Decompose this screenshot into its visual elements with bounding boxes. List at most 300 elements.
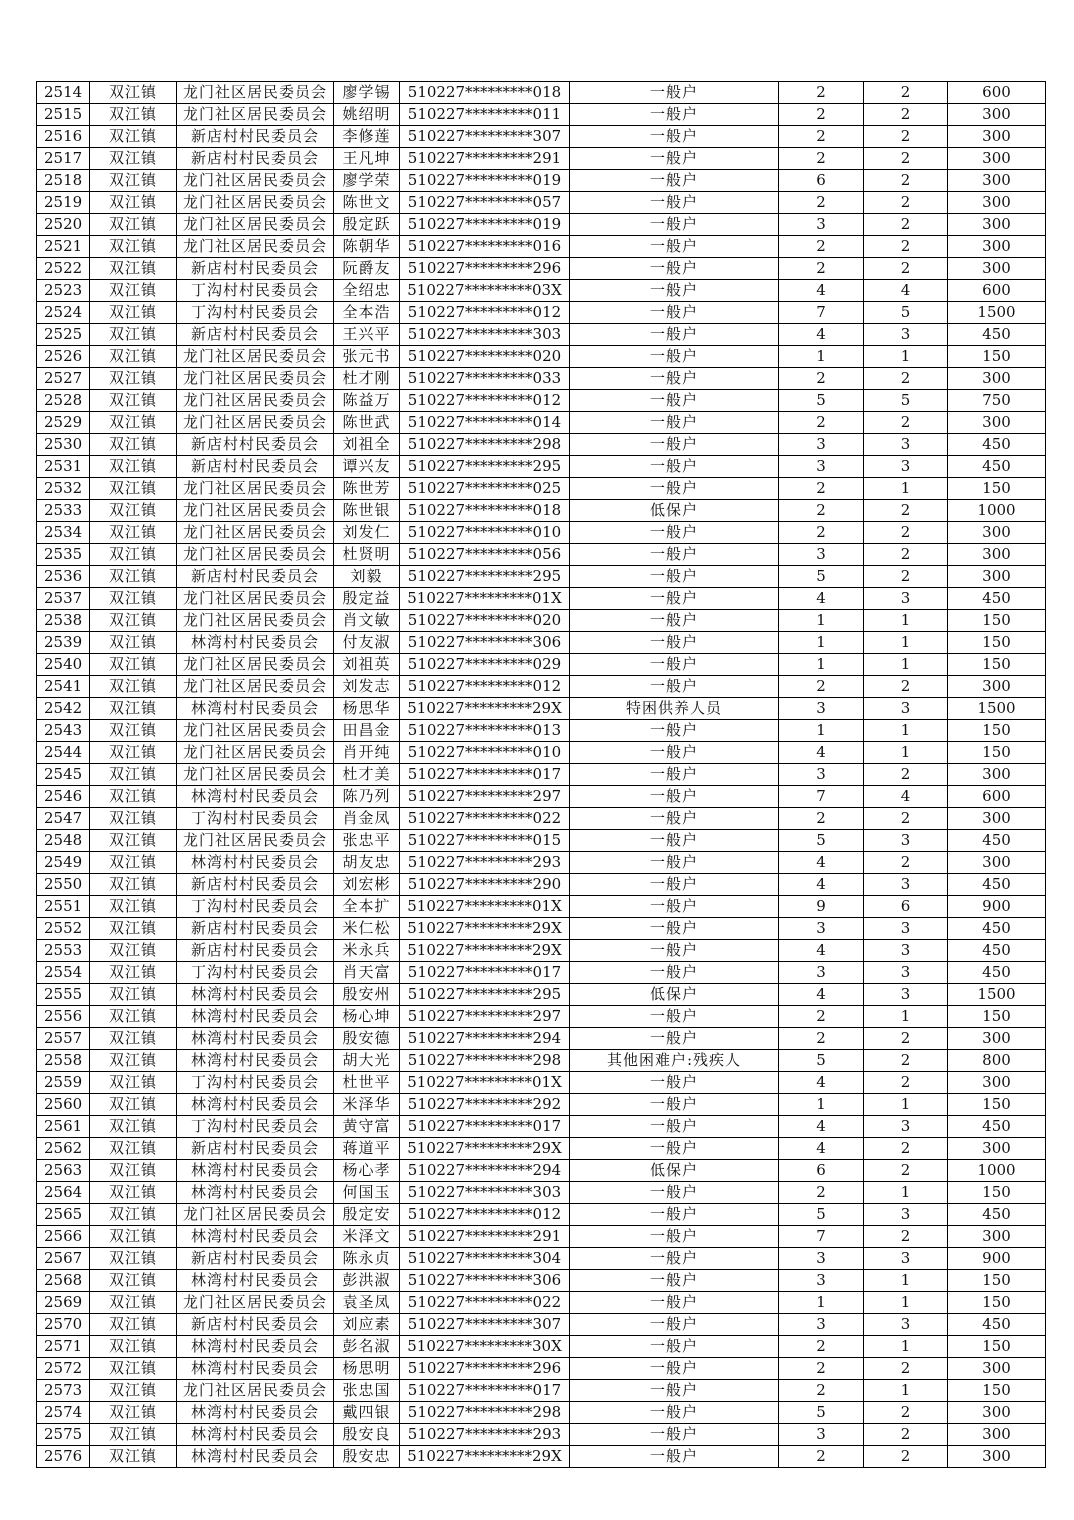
table-row — [37, 940, 1046, 962]
family-members-cell: 4 — [779, 1138, 864, 1160]
subsidy-persons-cell: 2 — [864, 1446, 948, 1468]
id-number-cell: 510227*********294 — [400, 1160, 570, 1182]
amount-cell: 300 — [948, 1028, 1046, 1050]
town-cell: 双江镇 — [90, 698, 177, 720]
household-type-cell: 一般户 — [570, 104, 779, 126]
subsidy-persons-cell: 2 — [864, 104, 948, 126]
community-cell: 新店村村民委员会 — [177, 324, 334, 346]
id-number-cell: 510227*********012 — [400, 390, 570, 412]
name-cell: 谭兴友 — [334, 456, 400, 478]
town-cell: 双江镇 — [90, 1160, 177, 1182]
table-row — [37, 1204, 1046, 1226]
town-cell: 双江镇 — [90, 104, 177, 126]
id-number-cell: 510227*********297 — [400, 1006, 570, 1028]
family-members-cell: 7 — [779, 302, 864, 324]
town-cell: 双江镇 — [90, 984, 177, 1006]
family-members-cell: 2 — [779, 192, 864, 214]
amount-cell: 750 — [948, 390, 1046, 412]
subsidy-persons-cell: 2 — [864, 522, 948, 544]
subsidy-persons-cell: 2 — [864, 368, 948, 390]
family-members-cell: 5 — [779, 830, 864, 852]
community-cell: 龙门社区居民委员会 — [177, 742, 334, 764]
serial-number-cell: 2545 — [37, 764, 90, 786]
subsidy-persons-cell: 2 — [864, 258, 948, 280]
id-number-cell: 510227*********290 — [400, 874, 570, 896]
id-number-cell: 510227*********293 — [400, 1424, 570, 1446]
id-number-cell: 510227*********298 — [400, 1050, 570, 1072]
id-number-cell: 510227*********013 — [400, 720, 570, 742]
id-number-cell: 510227*********296 — [400, 258, 570, 280]
household-type-cell: 一般户 — [570, 192, 779, 214]
amount-cell: 1000 — [948, 500, 1046, 522]
amount-cell: 450 — [948, 456, 1046, 478]
table-row — [37, 544, 1046, 566]
family-members-cell: 2 — [779, 1182, 864, 1204]
town-cell: 双江镇 — [90, 1270, 177, 1292]
name-cell: 张元书 — [334, 346, 400, 368]
town-cell: 双江镇 — [90, 1204, 177, 1226]
subsidy-persons-cell: 3 — [864, 984, 948, 1006]
amount-cell: 150 — [948, 1380, 1046, 1402]
town-cell: 双江镇 — [90, 1336, 177, 1358]
town-cell: 双江镇 — [90, 918, 177, 940]
household-type-cell: 一般户 — [570, 258, 779, 280]
id-number-cell: 510227*********30X — [400, 1336, 570, 1358]
community-cell: 新店村村民委员会 — [177, 148, 334, 170]
household-type-cell: 一般户 — [570, 1226, 779, 1248]
family-members-cell: 3 — [779, 456, 864, 478]
name-cell: 杨思明 — [334, 1358, 400, 1380]
community-cell: 林湾村村民委员会 — [177, 1336, 334, 1358]
name-cell: 张忠国 — [334, 1380, 400, 1402]
town-cell: 双江镇 — [90, 1248, 177, 1270]
amount-cell: 150 — [948, 632, 1046, 654]
household-type-cell: 一般户 — [570, 654, 779, 676]
town-cell: 双江镇 — [90, 610, 177, 632]
household-type-cell: 一般户 — [570, 786, 779, 808]
id-number-cell: 510227*********292 — [400, 1094, 570, 1116]
table-row — [37, 610, 1046, 632]
family-members-cell: 5 — [779, 1402, 864, 1424]
family-members-cell: 2 — [779, 258, 864, 280]
serial-number-cell: 2531 — [37, 456, 90, 478]
family-members-cell: 3 — [779, 1314, 864, 1336]
family-members-cell: 2 — [779, 104, 864, 126]
community-cell: 丁沟村村民委员会 — [177, 302, 334, 324]
town-cell: 双江镇 — [90, 522, 177, 544]
town-cell: 双江镇 — [90, 544, 177, 566]
table-row — [37, 1248, 1046, 1270]
amount-cell: 300 — [948, 214, 1046, 236]
community-cell: 龙门社区居民委员会 — [177, 676, 334, 698]
id-number-cell: 510227*********017 — [400, 962, 570, 984]
town-cell: 双江镇 — [90, 148, 177, 170]
community-cell: 丁沟村村民委员会 — [177, 808, 334, 830]
serial-number-cell: 2518 — [37, 170, 90, 192]
town-cell: 双江镇 — [90, 500, 177, 522]
subsidy-persons-cell: 3 — [864, 1248, 948, 1270]
community-cell: 龙门社区居民委员会 — [177, 500, 334, 522]
serial-number-cell: 2574 — [37, 1402, 90, 1424]
household-type-cell: 一般户 — [570, 1006, 779, 1028]
subsidy-persons-cell: 2 — [864, 1424, 948, 1446]
family-members-cell: 4 — [779, 588, 864, 610]
serial-number-cell: 2529 — [37, 412, 90, 434]
name-cell: 张忠平 — [334, 830, 400, 852]
table-row — [37, 148, 1046, 170]
name-cell: 黄守富 — [334, 1116, 400, 1138]
town-cell: 双江镇 — [90, 1358, 177, 1380]
amount-cell: 300 — [948, 852, 1046, 874]
town-cell: 双江镇 — [90, 280, 177, 302]
serial-number-cell: 2543 — [37, 720, 90, 742]
community-cell: 丁沟村村民委员会 — [177, 962, 334, 984]
name-cell: 陈世文 — [334, 192, 400, 214]
amount-cell: 450 — [948, 1116, 1046, 1138]
household-type-cell: 一般户 — [570, 368, 779, 390]
subsidy-persons-cell: 3 — [864, 1204, 948, 1226]
name-cell: 肖金凤 — [334, 808, 400, 830]
subsidy-persons-cell: 2 — [864, 566, 948, 588]
name-cell: 米仁松 — [334, 918, 400, 940]
serial-number-cell: 2528 — [37, 390, 90, 412]
name-cell: 肖文敏 — [334, 610, 400, 632]
amount-cell: 1500 — [948, 302, 1046, 324]
amount-cell: 300 — [948, 192, 1046, 214]
amount-cell: 150 — [948, 1292, 1046, 1314]
subsidy-persons-cell: 3 — [864, 962, 948, 984]
community-cell: 龙门社区居民委员会 — [177, 830, 334, 852]
town-cell: 双江镇 — [90, 434, 177, 456]
table-row — [37, 720, 1046, 742]
amount-cell: 300 — [948, 676, 1046, 698]
family-members-cell: 4 — [779, 852, 864, 874]
table-row — [37, 368, 1046, 390]
name-cell: 杜贤明 — [334, 544, 400, 566]
id-number-cell: 510227*********295 — [400, 984, 570, 1006]
serial-number-cell: 2573 — [37, 1380, 90, 1402]
community-cell: 龙门社区居民委员会 — [177, 610, 334, 632]
family-members-cell: 1 — [779, 346, 864, 368]
serial-number-cell: 2527 — [37, 368, 90, 390]
subsidy-persons-cell: 3 — [864, 918, 948, 940]
town-cell: 双江镇 — [90, 830, 177, 852]
name-cell: 殷定安 — [334, 1204, 400, 1226]
subsidy-persons-cell: 1 — [864, 1292, 948, 1314]
family-members-cell: 2 — [779, 148, 864, 170]
household-type-cell: 一般户 — [570, 214, 779, 236]
subsidy-persons-cell: 2 — [864, 544, 948, 566]
subsidy-persons-cell: 5 — [864, 302, 948, 324]
name-cell: 全本浩 — [334, 302, 400, 324]
name-cell: 陈乃列 — [334, 786, 400, 808]
subsidy-persons-cell: 3 — [864, 324, 948, 346]
subsidy-persons-cell: 2 — [864, 764, 948, 786]
town-cell: 双江镇 — [90, 170, 177, 192]
family-members-cell: 1 — [779, 1292, 864, 1314]
id-number-cell: 510227*********057 — [400, 192, 570, 214]
household-type-cell: 一般户 — [570, 434, 779, 456]
subsidy-persons-cell: 3 — [864, 588, 948, 610]
community-cell: 林湾村村民委员会 — [177, 632, 334, 654]
name-cell: 米永兵 — [334, 940, 400, 962]
community-cell: 龙门社区居民委员会 — [177, 1292, 334, 1314]
community-cell: 新店村村民委员会 — [177, 456, 334, 478]
serial-number-cell: 2559 — [37, 1072, 90, 1094]
household-type-cell: 一般户 — [570, 1314, 779, 1336]
amount-cell: 300 — [948, 170, 1046, 192]
community-cell: 林湾村村民委员会 — [177, 1358, 334, 1380]
id-number-cell: 510227*********306 — [400, 1270, 570, 1292]
household-type-cell: 一般户 — [570, 1402, 779, 1424]
table-body — [37, 82, 1046, 1468]
serial-number-cell: 2554 — [37, 962, 90, 984]
household-type-cell: 一般户 — [570, 896, 779, 918]
amount-cell: 300 — [948, 544, 1046, 566]
household-type-cell: 一般户 — [570, 236, 779, 258]
household-type-cell: 一般户 — [570, 302, 779, 324]
amount-cell: 450 — [948, 1204, 1046, 1226]
id-number-cell: 510227*********307 — [400, 1314, 570, 1336]
name-cell: 陈世芳 — [334, 478, 400, 500]
town-cell: 双江镇 — [90, 1182, 177, 1204]
table-row — [37, 896, 1046, 918]
name-cell: 陈世银 — [334, 500, 400, 522]
community-cell: 龙门社区居民委员会 — [177, 720, 334, 742]
town-cell: 双江镇 — [90, 412, 177, 434]
amount-cell: 600 — [948, 82, 1046, 104]
household-type-cell: 一般户 — [570, 412, 779, 434]
name-cell: 殷安忠 — [334, 1446, 400, 1468]
family-members-cell: 9 — [779, 896, 864, 918]
subsidy-persons-cell: 1 — [864, 1336, 948, 1358]
id-number-cell: 510227*********01X — [400, 896, 570, 918]
amount-cell: 150 — [948, 478, 1046, 500]
amount-cell: 600 — [948, 280, 1046, 302]
household-type-cell: 一般户 — [570, 148, 779, 170]
id-number-cell: 510227*********017 — [400, 1116, 570, 1138]
amount-cell: 450 — [948, 940, 1046, 962]
community-cell: 龙门社区居民委员会 — [177, 1204, 334, 1226]
name-cell: 杨心孝 — [334, 1160, 400, 1182]
table-row — [37, 1358, 1046, 1380]
household-type-cell: 一般户 — [570, 720, 779, 742]
name-cell: 全本扩 — [334, 896, 400, 918]
town-cell: 双江镇 — [90, 456, 177, 478]
household-type-cell: 一般户 — [570, 346, 779, 368]
table-row — [37, 698, 1046, 720]
town-cell: 双江镇 — [90, 808, 177, 830]
town-cell: 双江镇 — [90, 1094, 177, 1116]
serial-number-cell: 2514 — [37, 82, 90, 104]
table-row — [37, 1028, 1046, 1050]
serial-number-cell: 2540 — [37, 654, 90, 676]
subsidy-persons-cell: 4 — [864, 280, 948, 302]
serial-number-cell: 2555 — [37, 984, 90, 1006]
town-cell: 双江镇 — [90, 1050, 177, 1072]
community-cell: 林湾村村民委员会 — [177, 1402, 334, 1424]
community-cell: 龙门社区居民委员会 — [177, 236, 334, 258]
subsidy-persons-cell: 2 — [864, 412, 948, 434]
household-type-cell: 一般户 — [570, 126, 779, 148]
name-cell: 王凡坤 — [334, 148, 400, 170]
id-number-cell: 510227*********019 — [400, 170, 570, 192]
id-number-cell: 510227*********033 — [400, 368, 570, 390]
table-row — [37, 280, 1046, 302]
family-members-cell: 2 — [779, 1006, 864, 1028]
id-number-cell: 510227*********017 — [400, 1380, 570, 1402]
amount-cell: 300 — [948, 1402, 1046, 1424]
amount-cell: 150 — [948, 1094, 1046, 1116]
subsidy-persons-cell: 2 — [864, 148, 948, 170]
name-cell: 殷安德 — [334, 1028, 400, 1050]
id-number-cell: 510227*********303 — [400, 1182, 570, 1204]
serial-number-cell: 2532 — [37, 478, 90, 500]
serial-number-cell: 2560 — [37, 1094, 90, 1116]
family-members-cell: 2 — [779, 368, 864, 390]
amount-cell: 900 — [948, 1248, 1046, 1270]
name-cell: 田昌金 — [334, 720, 400, 742]
community-cell: 龙门社区居民委员会 — [177, 1380, 334, 1402]
community-cell: 林湾村村民委员会 — [177, 786, 334, 808]
serial-number-cell: 2557 — [37, 1028, 90, 1050]
serial-number-cell: 2524 — [37, 302, 90, 324]
table-row — [37, 984, 1046, 1006]
serial-number-cell: 2530 — [37, 434, 90, 456]
community-cell: 龙门社区居民委员会 — [177, 654, 334, 676]
table-row — [37, 874, 1046, 896]
id-number-cell: 510227*********017 — [400, 764, 570, 786]
family-members-cell: 1 — [779, 720, 864, 742]
household-type-cell: 一般户 — [570, 566, 779, 588]
subsidy-persons-cell: 3 — [864, 1116, 948, 1138]
community-cell: 新店村村民委员会 — [177, 874, 334, 896]
name-cell: 廖学荣 — [334, 170, 400, 192]
family-members-cell: 1 — [779, 632, 864, 654]
household-type-cell: 一般户 — [570, 1028, 779, 1050]
name-cell: 肖天富 — [334, 962, 400, 984]
table-row — [37, 434, 1046, 456]
household-type-cell: 一般户 — [570, 1358, 779, 1380]
subsidy-persons-cell: 1 — [864, 478, 948, 500]
serial-number-cell: 2558 — [37, 1050, 90, 1072]
community-cell: 林湾村村民委员会 — [177, 1446, 334, 1468]
name-cell: 殷安州 — [334, 984, 400, 1006]
table-row — [37, 412, 1046, 434]
serial-number-cell: 2516 — [37, 126, 90, 148]
table-row — [37, 654, 1046, 676]
table-row — [37, 258, 1046, 280]
community-cell: 龙门社区居民委员会 — [177, 368, 334, 390]
serial-number-cell: 2520 — [37, 214, 90, 236]
serial-number-cell: 2566 — [37, 1226, 90, 1248]
id-number-cell: 510227*********019 — [400, 214, 570, 236]
family-members-cell: 4 — [779, 874, 864, 896]
community-cell: 林湾村村民委员会 — [177, 852, 334, 874]
household-type-cell: 一般户 — [570, 940, 779, 962]
community-cell: 龙门社区居民委员会 — [177, 82, 334, 104]
family-members-cell: 6 — [779, 170, 864, 192]
id-number-cell: 510227*********298 — [400, 1402, 570, 1424]
id-number-cell: 510227*********020 — [400, 610, 570, 632]
table-row — [37, 852, 1046, 874]
id-number-cell: 510227*********018 — [400, 82, 570, 104]
household-type-cell: 一般户 — [570, 324, 779, 346]
table-row — [37, 104, 1046, 126]
table-row — [37, 1314, 1046, 1336]
name-cell: 刘祖英 — [334, 654, 400, 676]
town-cell: 双江镇 — [90, 192, 177, 214]
table-row — [37, 1402, 1046, 1424]
serial-number-cell: 2549 — [37, 852, 90, 874]
name-cell: 姚绍明 — [334, 104, 400, 126]
name-cell: 米泽华 — [334, 1094, 400, 1116]
serial-number-cell: 2539 — [37, 632, 90, 654]
household-type-cell: 一般户 — [570, 1248, 779, 1270]
family-members-cell: 2 — [779, 478, 864, 500]
id-number-cell: 510227*********01X — [400, 1072, 570, 1094]
id-number-cell: 510227*********025 — [400, 478, 570, 500]
household-type-cell: 一般户 — [570, 874, 779, 896]
subsidy-persons-cell: 2 — [864, 1050, 948, 1072]
id-number-cell: 510227*********012 — [400, 302, 570, 324]
family-members-cell: 1 — [779, 610, 864, 632]
name-cell: 杨思华 — [334, 698, 400, 720]
community-cell: 新店村村民委员会 — [177, 1138, 334, 1160]
name-cell: 杨心坤 — [334, 1006, 400, 1028]
table-row — [37, 1116, 1046, 1138]
serial-number-cell: 2519 — [37, 192, 90, 214]
town-cell: 双江镇 — [90, 1138, 177, 1160]
name-cell: 彭洪淑 — [334, 1270, 400, 1292]
family-members-cell: 2 — [779, 1380, 864, 1402]
name-cell: 殷安良 — [334, 1424, 400, 1446]
household-type-cell: 一般户 — [570, 1138, 779, 1160]
serial-number-cell: 2541 — [37, 676, 90, 698]
subsidy-persons-cell: 1 — [864, 632, 948, 654]
amount-cell: 300 — [948, 764, 1046, 786]
town-cell: 双江镇 — [90, 346, 177, 368]
name-cell: 陈永贞 — [334, 1248, 400, 1270]
name-cell: 刘宏彬 — [334, 874, 400, 896]
table-row — [37, 918, 1046, 940]
amount-cell: 150 — [948, 742, 1046, 764]
serial-number-cell: 2570 — [37, 1314, 90, 1336]
amount-cell: 300 — [948, 126, 1046, 148]
town-cell: 双江镇 — [90, 896, 177, 918]
community-cell: 新店村村民委员会 — [177, 940, 334, 962]
id-number-cell: 510227*********296 — [400, 1358, 570, 1380]
amount-cell: 150 — [948, 654, 1046, 676]
serial-number-cell: 2536 — [37, 566, 90, 588]
household-type-cell: 一般户 — [570, 588, 779, 610]
serial-number-cell: 2544 — [37, 742, 90, 764]
table-row — [37, 126, 1046, 148]
family-members-cell: 3 — [779, 544, 864, 566]
community-cell: 龙门社区居民委员会 — [177, 544, 334, 566]
family-members-cell: 2 — [779, 1446, 864, 1468]
subsidy-persons-cell: 4 — [864, 786, 948, 808]
id-number-cell: 510227*********01X — [400, 588, 570, 610]
family-members-cell: 5 — [779, 1204, 864, 1226]
town-cell: 双江镇 — [90, 214, 177, 236]
serial-number-cell: 2571 — [37, 1336, 90, 1358]
name-cell: 彭名淑 — [334, 1336, 400, 1358]
amount-cell: 300 — [948, 1446, 1046, 1468]
name-cell: 何国玉 — [334, 1182, 400, 1204]
amount-cell: 800 — [948, 1050, 1046, 1072]
town-cell: 双江镇 — [90, 1226, 177, 1248]
